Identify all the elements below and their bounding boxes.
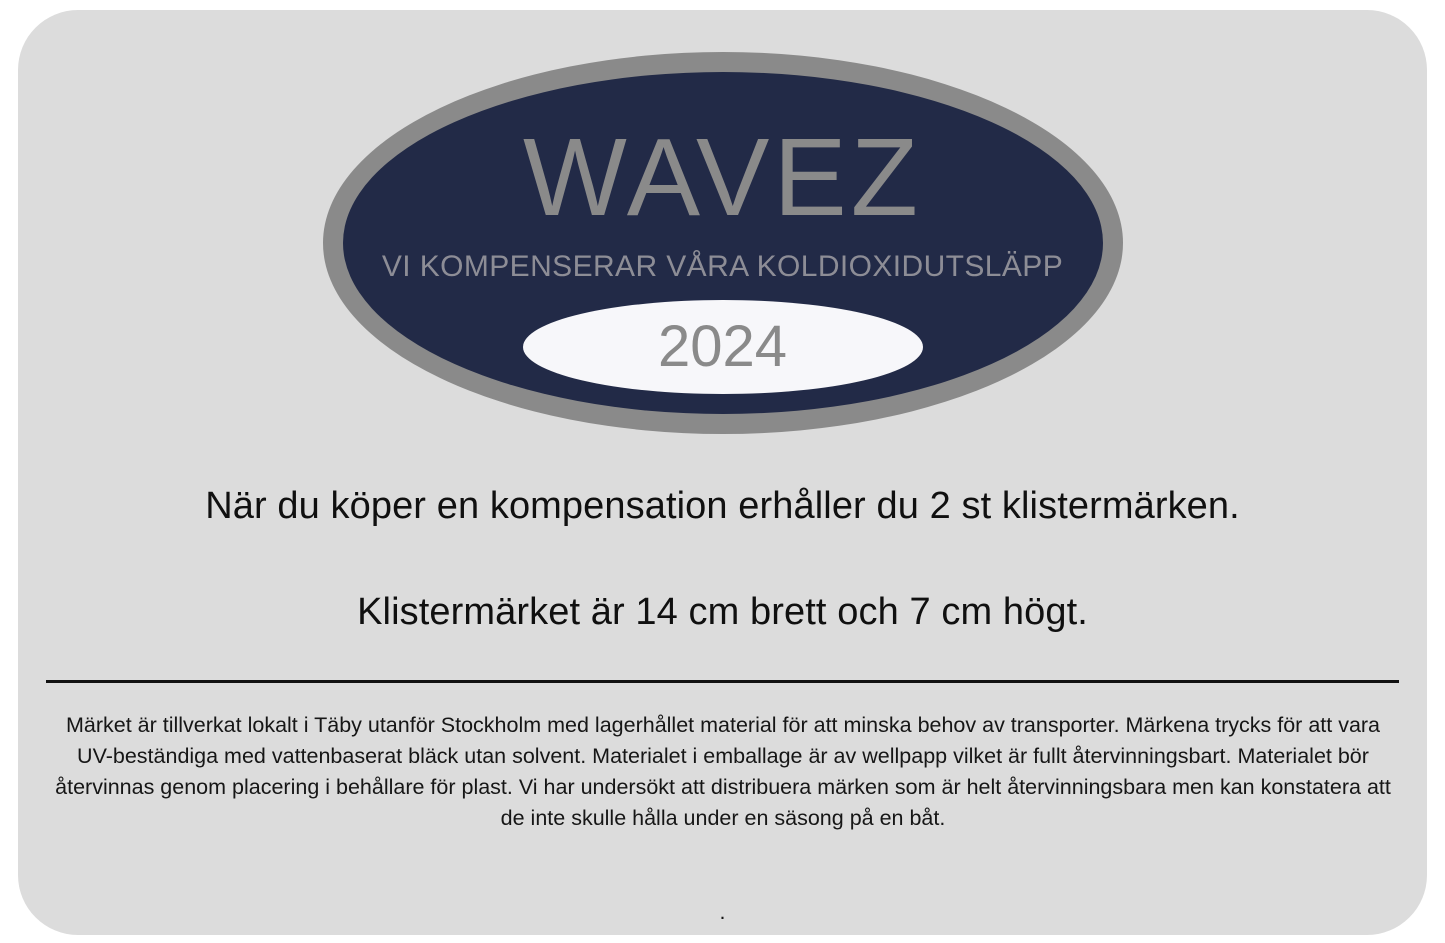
badge-brand-title: WAVEZ <box>523 116 922 239</box>
wavez-logo-badge <box>323 52 1123 434</box>
badge-year-pill <box>523 300 923 394</box>
badge-year-label: 2024 <box>657 314 788 379</box>
badge-container <box>18 52 1427 442</box>
trailing-period: . <box>719 900 726 924</box>
body-paragraph: Märket är tillverkat lokalt i Täby utanför Stockholm med lagerhållet material för att minska behov av transporter. Märkena trycks för att vara UV-beständiga med vattenbaserat bläck utan solvent. Materialet i emballage är av wellpapp vilket är fullt återvinningsbart. Materialet bör återvinnas genom placering i behållare för plast. Vi har undersökt att distribuera märken som är helt återvinningsbara men kan konstatera att de inte skulle hålla under en säsong på en båt. <box>55 713 1391 830</box>
horizontal-divider <box>46 680 1399 683</box>
badge-tagline: VI KOMPENSERAR VÅRA KOLDIOXIDUTSLÄPP <box>381 250 1064 283</box>
headline-secondary: Klistermärket är 14 cm brett och 7 cm högt. <box>357 591 1088 633</box>
headline-block <box>18 478 1427 640</box>
headline-primary: När du köper en kompensation erhåller du 2 st klistermärken. <box>205 485 1240 527</box>
info-card <box>18 10 1427 935</box>
badge-inner-field <box>343 72 1103 414</box>
